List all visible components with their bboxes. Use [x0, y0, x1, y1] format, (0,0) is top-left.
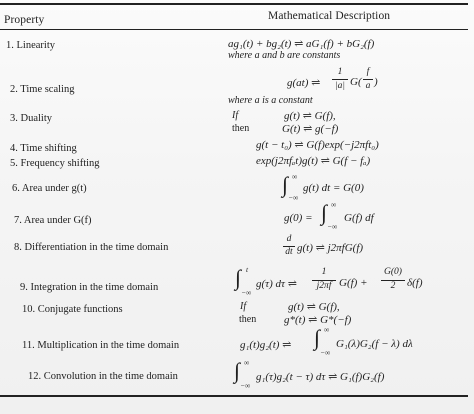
integral-upper-limit: t	[246, 265, 249, 274]
conjugate-then: then	[239, 314, 257, 325]
property-label-time-shifting: 4. Time shifting	[10, 143, 77, 154]
property-label-time-scaling: 2. Time scaling	[10, 84, 75, 95]
area-under-G-formula: G(f) df	[344, 212, 374, 224]
time-scaling-frac-bar	[332, 79, 348, 80]
integration-frac1-num: 1	[321, 267, 327, 277]
duality-if: If	[232, 110, 239, 121]
differentiation-den: dt	[285, 247, 293, 257]
time-scaling-note: where a is a constant	[228, 95, 313, 106]
integral-upper-limit: ∞	[292, 172, 298, 181]
differentiation-formula: g(t) ⇌ j2πfG(f)	[297, 242, 364, 254]
convolution-formula: g₁(τ)g₂(t − τ) dτ ⇌ G₁(f)G₂(f)	[256, 371, 385, 383]
area-under-G-pre: g(0) =	[284, 212, 313, 224]
time-scaling-rhs-close: )	[374, 76, 378, 88]
time-scaling-rhs-num: f	[366, 67, 370, 77]
duality-line1: g(t) ⇌ G(f),	[284, 110, 336, 122]
multiplication-pre: g₁(t)g₂(t) ⇌	[240, 339, 292, 351]
conjugate-if: If	[240, 301, 247, 312]
conjugate-line2: g*(t) ⇌ G*(−f)	[284, 314, 352, 326]
time-shifting-formula: g(t − t₀) ⇌ G(f)exp(−j2πft₀)	[256, 139, 379, 151]
property-label-conjugate: 10. Conjugate functions	[22, 304, 123, 315]
integration-frac1-den: j2πf	[316, 281, 332, 291]
conjugate-line1: g(t) ⇌ G(f),	[288, 301, 340, 313]
property-label-area-under-g: 6. Area under g(t)	[12, 183, 87, 194]
integration-mid: G(f) +	[339, 277, 368, 289]
differentiation-num: d	[286, 234, 292, 244]
integral-upper-limit: ∞	[331, 200, 337, 209]
integral-sign: ∫	[282, 172, 289, 197]
integral-sign: ∫	[314, 325, 321, 350]
integration-frac2-num: G(0)	[384, 267, 402, 277]
property-label-multiplication: 11. Multiplication in the time domain	[22, 340, 180, 351]
integral-lower-limit: −∞	[327, 222, 338, 231]
integral-sign: ∫	[235, 265, 242, 290]
description-column-header: Mathematical Description	[268, 10, 391, 22]
header-rule	[0, 29, 468, 30]
property-label-convolution: 12. Convolution in the time domain	[28, 371, 178, 382]
frequency-shifting-formula: exp(j2πfₐt)g(t) ⇌ G(f − fₐ)	[256, 155, 371, 167]
integral-lower-limit: −∞	[240, 381, 251, 390]
time-scaling-lhs: g(at) ⇌	[287, 77, 321, 89]
property-column-header: Property	[4, 14, 45, 26]
time-scaling-rhs-bar	[363, 79, 373, 80]
time-scaling-frac-num: 1	[337, 67, 343, 77]
integral-sign: ∫	[234, 358, 241, 383]
integral-lower-limit: −∞	[241, 288, 252, 297]
property-label-integration: 9. Integration in the time domain	[20, 282, 159, 293]
duality-then: then	[232, 123, 250, 134]
property-label-duality: 3. Duality	[10, 113, 52, 124]
time-scaling-rhs-den: a	[365, 81, 371, 91]
area-under-g-formula: g(t) dt = G(0)	[303, 182, 364, 194]
top-rule	[0, 3, 468, 5]
integral-lower-limit: −∞	[288, 193, 299, 202]
integral-upper-limit: ∞	[244, 358, 250, 367]
integral-upper-limit: ∞	[324, 325, 330, 334]
property-label-frequency-shifting: 5. Frequency shifting	[10, 158, 100, 169]
integral-lower-limit: −∞	[320, 348, 331, 357]
duality-line2: G(t) ⇌ g(−f)	[282, 123, 339, 135]
multiplication-formula: G₁(λ)G₂(f − λ) dλ	[336, 338, 413, 350]
integration-frac2-den: 2	[390, 281, 396, 291]
property-label-differentiation: 8. Differentiation in the time domain	[14, 242, 169, 253]
integration-pre: g(τ) dτ ⇌	[256, 278, 297, 290]
time-scaling-rhs-open: G(	[350, 76, 362, 88]
linearity-note: where a and b are constants	[228, 50, 341, 61]
integration-post: δ(f)	[407, 277, 423, 289]
property-label-area-under-G: 7. Area under G(f)	[14, 215, 92, 226]
bottom-rule	[0, 395, 468, 397]
time-scaling-frac-den: |a|	[335, 81, 345, 91]
linearity-formula: ag₁(t) + bg₂(t) ⇌ aG₁(f) + bG₂(f)	[228, 38, 375, 50]
integral-sign: ∫	[321, 200, 328, 225]
property-label-linearity: 1. Linearity	[6, 40, 55, 51]
